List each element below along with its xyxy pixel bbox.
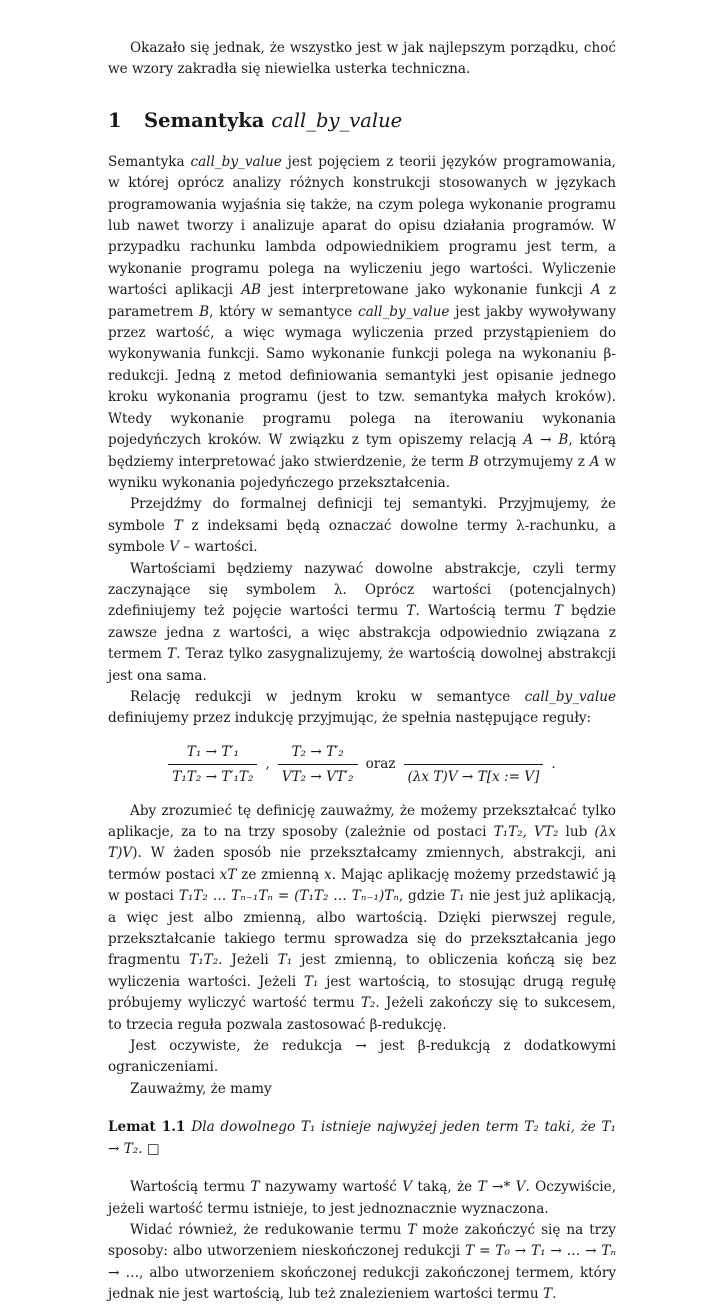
paragraph-reduction-relation: Relację redukcji w jednym kroku w semantyce call_by_value definiujemy przez indukcję przyjmując, że spełnia następujące reguły: — [108, 688, 616, 727]
paragraph-three-ways: Widać również, że redukowanie termu T może zakończyć się na trzy sposoby: albo utworzeniem nieskończonej redukcji T = T₀ → T₁ → … → Tₙ → …, albo utworzeniem skończonej redukcji zakończonej termem, który jednak nie jest wartością, lub też znalezieniem wartości termu T. — [108, 1221, 617, 1303]
lemma-label: Lemat 1.1 — [108, 1119, 186, 1136]
text-column — [108, 38, 616, 1306]
rule-app-left: $\frac{\text{T₁ → T′₁}}{\text{T₁T₂ → T′₁T₂}}$ — [168, 742, 257, 789]
section-title-italic: call_by_value — [271, 108, 403, 132]
paragraph-term-value: Wartością termu T nazywamy wartość V taką, że T →* V. Oczywiście, jeżeli wartość termu istnieje, to jest jednoznacznie wyznaczona. — [108, 1179, 617, 1217]
rule-app-right: $\frac{\text{T₂ → T′₂}}{\text{VT₂ → VT′₂}}$ — [278, 742, 358, 789]
paragraph-formal-definition: Przejdźmy do formalnej definicji tej semantyki. Przyjmujemy, że symbole T z indeksami będą oznaczać dowolne termy λ-rachunku, a symbole V – wartości. — [108, 496, 616, 556]
rule-beta: (λx T)V → T[x := V] — [404, 742, 544, 788]
inference-rules: $\frac{\text{T₁ → T′₁}}{\text{T₁T₂ → T′₁T₂}}$ , $\frac{\text{T₂ → T′₂}}{\text{VT₂ → VT′₂}}$ oraz (λx T)V → T[x := V] . — [108, 742, 616, 789]
section-heading — [108, 108, 616, 134]
paragraph-notice: Zauważmy, że mamy — [130, 1080, 272, 1097]
paragraph-values: Wartościami będziemy nazywać dowolne abstrakcje, czyli termy zaczynające się symbolem λ. Oprócz wartości (potencjalnych) zdefiniujemy też pojęcie wartości termu T. Wartością termu T będzie zawsze jedna z wartości, a więc abstrakcja odpowiednio związana z termem T. Teraz tylko zasygnalizujemy, że wartością dowolnej abstrakcji jest ona sama. — [108, 560, 617, 684]
paragraph-explanation: Aby zrozumieć tę definicję zauważmy, że możemy przekształcać tylko aplikacje, za to na trzy sposoby (zależnie od postaci T₁T₂, VT₂ lub (λx T)V). W żaden sposób nie przekształcamy zmiennych, abstrakcji, ani termów postaci xT ze zmienną x. Mając aplikację możemy przedstawić ją w postaci T₁T₂ … Tₙ₋₁Tₙ = (T₁T₂ … Tₙ₋₁)Tₙ, gdzie T₁ nie jest już aplikacją, a więc jest albo zmienną, albo wartością. Dzięki pierwszej regule, przekształcanie takiego termu sprowadza się do przekształcania jego fragmentu T₁T₂. Jeżeli T₁ jest zmienną, to obliczenia kończą się bez wyliczenia wartości. Jeżeli T₁ jest wartością, to stosując drugą regułę próbujemy wyliczyć wartość termu T₂. Jeżeli zakończy się to sukcesem, to trzecia reguła pozwala zastosować β-redukcję. — [108, 802, 617, 1033]
rules-connector: oraz — [365, 756, 396, 773]
intro-paragraph: Okazało się jednak, że wszystko jest w jak najlepszym porządku, choć we wzory zakradła się niewielka usterka techniczna. — [108, 40, 616, 78]
lemma-1-1: Lemat 1.1 Dla dowolnego T₁ istnieje najwyżej jeden term T₂ taki, że T₁ → T₂. □ — [108, 1119, 616, 1157]
qed-symbol: □ — [142, 1140, 160, 1157]
section-title: Semantyka — [144, 108, 265, 132]
paragraph-obvious: Jest oczywiste, że redukcja → jest β-redukcją z dodatkowymi ograniczeniami. — [108, 1038, 616, 1076]
paragraph-semantics: Semantyka call_by_value jest pojęciem z teorii języków programowania, w której oprócz analizy różnych konstrukcji stosowanych w językach programowania wyjaśnia się także, na czym polega wykonanie programu lub nawet tworzy i analizuje aparat do opisu działania programów. W przypadku rachunku lambda odpowiednikiem programu jest term, a wykonanie programu polega na wyliczeniu jego wartości. Wyliczenie wartości aplikacji AB jest interpretowane jako wykonanie funkcji A z parametrem B, który w semantyce call_by_value jest jakby wywoływany przez wartość, a więc wymaga wyliczenia przed przystąpieniem do wykonywania funkcji. Samo wykonanie funkcji polega na wykonaniu β-redukcji. Jedną z metod definiowania semantyki jest opisanie jednego kroku wykonania programu (jest to tzw. semantyka małych kroków). Wtedy wykonanie programu polega na iterowaniu wykonania pojedyńczych kroków. W związku z tym opiszemy relacją A → B, którą będziemy interpretować jako stwierdzenie, że term B otrzymujemy z A w wyniku wykonania pojedyńczego przekształcenia. — [108, 153, 617, 491]
section-number: 1 — [108, 108, 122, 132]
